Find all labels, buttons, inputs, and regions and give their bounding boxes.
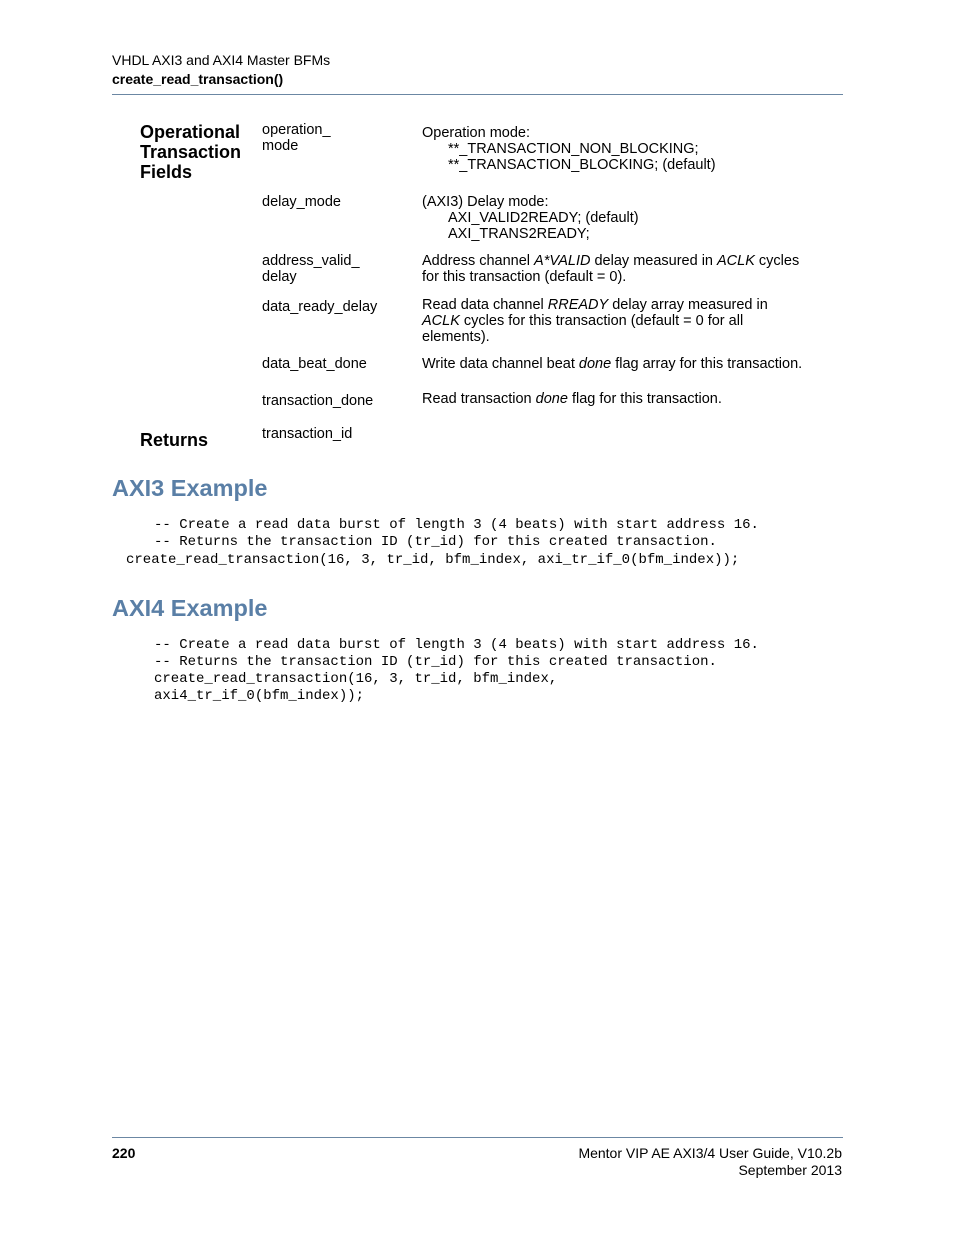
axi4-code-call-2: axi4_tr_if_0(bfm_index));: [154, 688, 365, 704]
desc-data-ready-delay: Read data channel RREADY delay array measured in ACLK cycles for this transaction (default = 0 for all elements).: [422, 297, 768, 345]
operational-transaction-fields-label: Operational Transaction Fields: [140, 122, 242, 182]
axi4-code-comment-1: -- Create a read data burst of length 3 (4 beats) with start address 16.: [154, 637, 759, 653]
page-number: 220: [112, 1145, 136, 1161]
axi4-code-call-1: create_read_transaction(16, 3, tr_id, bfm_index,: [154, 671, 558, 687]
desc-transaction-done: Read transaction done flag for this transaction.: [422, 391, 722, 407]
footer-doc-date: September 2013: [738, 1162, 842, 1178]
desc-data-beat-done: Write data channel beat done flag array for this transaction.: [422, 356, 803, 372]
field-delay-mode: delay_mode: [262, 194, 341, 210]
field-address-valid-delay: address_valid_ delay: [262, 253, 360, 285]
desc-address-valid-delay: Address channel A*VALID delay measured in ACLK cycles for this transaction (default = 0).: [422, 253, 800, 285]
field-transaction-done: transaction_done: [262, 393, 374, 409]
field-transaction-id: transaction_id: [262, 426, 353, 442]
field-operation-mode: operation_ mode: [262, 122, 331, 154]
desc-delay-mode: (AXI3) Delay mode: AXI_VALID2READY; (default) AXI_TRANS2READY;: [422, 194, 639, 242]
axi3-code-comment-2: -- Returns the transaction ID (tr_id) for this created transaction.: [154, 534, 717, 550]
axi3-code-call: create_read_transaction(16, 3, tr_id, bfm_index, axi_tr_if_0(bfm_index));: [126, 552, 740, 568]
field-data-beat-done: data_beat_done: [262, 356, 367, 372]
footer-doc-title: Mentor VIP AE AXI3/4 User Guide, V10.2b: [578, 1145, 842, 1161]
header-rule: [112, 94, 843, 95]
axi3-example-heading: AXI3 Example: [112, 475, 268, 501]
axi4-code-comment-2: -- Returns the transaction ID (tr_id) for this created transaction.: [154, 654, 717, 670]
footer-doc-info: [578, 1145, 842, 1179]
desc-operation-mode: Operation mode: **_TRANSACTION_NON_BLOCKING; **_TRANSACTION_BLOCKING; (default): [422, 125, 716, 173]
axi4-example-heading: AXI4 Example: [112, 595, 268, 621]
running-header-title: VHDL AXI3 and AXI4 Master BFMs: [112, 52, 331, 68]
field-data-ready-delay: data_ready_delay: [262, 299, 378, 315]
axi3-code-comment-1: -- Create a read data burst of length 3 (4 beats) with start address 16.: [154, 517, 759, 533]
running-header-function: create_read_transaction(): [112, 71, 284, 87]
returns-label: Returns: [140, 430, 209, 450]
footer-rule: [112, 1137, 843, 1138]
